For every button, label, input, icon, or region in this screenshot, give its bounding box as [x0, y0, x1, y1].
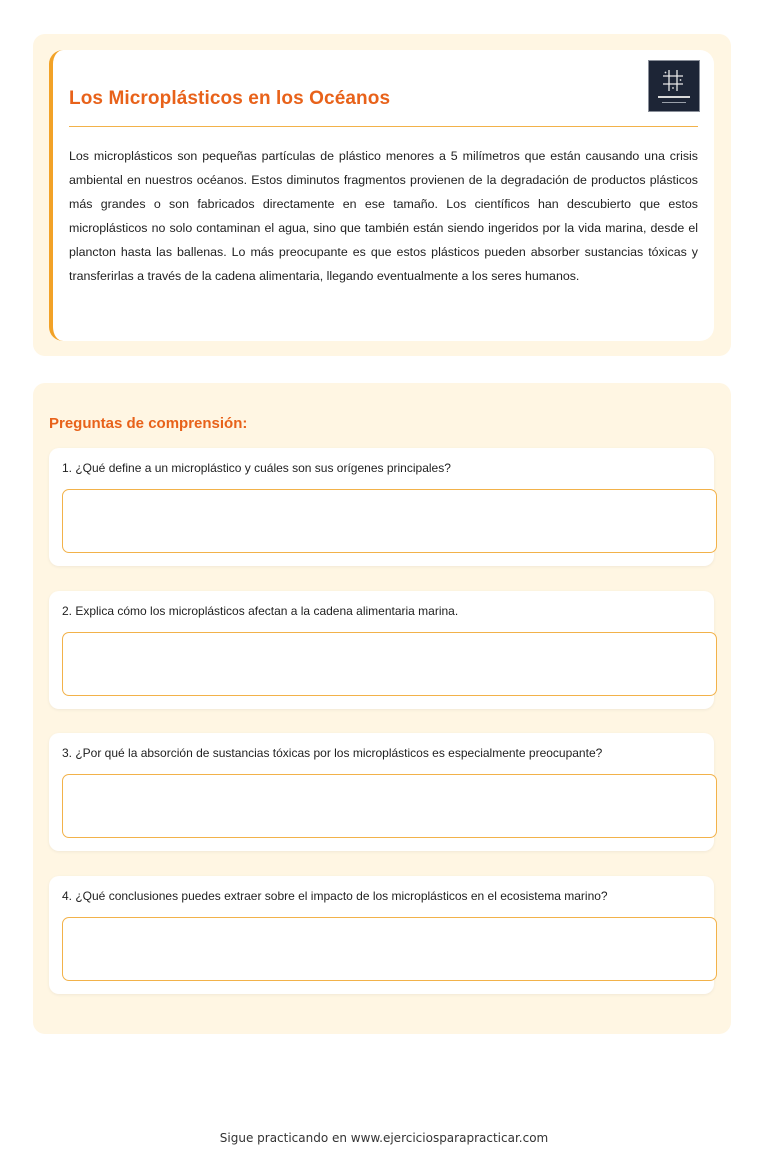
reading-panel [33, 34, 731, 356]
answer-field-4[interactable] [62, 917, 717, 981]
question-card-1 [49, 448, 714, 566]
question-card-2 [49, 591, 714, 709]
question-card-3 [49, 733, 714, 851]
question-card-4 [49, 876, 714, 994]
question-label-1: 1. ¿Qué define a un microplástico y cuáles son sus orígenes principales? [62, 461, 451, 475]
question-label-3: 3. ¿Por qué la absorción de sustancias tóxicas por los microplásticos es especialmente preocupante? [62, 746, 603, 760]
title-divider [69, 126, 698, 127]
reading-text: Los microplásticos son pequeñas partículas de plástico menores a 5 milímetros que están causando una crisis ambiental en nuestros océanos. Estos diminutos fragmentos provienen de la degradación de productos plásticos más grandes o son fabricados directamente en ese tamaño. Los científicos han descubierto que estos microplásticos no solo contaminan el agua, sino que también están siendo ingeridos por la vida marina, desde el plancton hasta las ballenas. Lo más preocupante es que estos plásticos pueden absorber sustancias tóxicas y transferirlas a través de la cadena alimentaria, llegando eventualmente a los seres humanos. [69, 149, 698, 283]
question-label-2: 2. Explica cómo los microplásticos afectan a la cadena alimentaria marina. [62, 604, 459, 618]
page-title: Los Microplásticos en los Océanos [69, 88, 391, 109]
answer-field-2[interactable] [62, 632, 717, 696]
questions-heading: Preguntas de comprensión: [49, 415, 248, 432]
questions-panel [33, 383, 731, 1034]
answer-field-1[interactable] [62, 489, 717, 553]
hash-grid-logo-icon [648, 60, 700, 112]
reading-card [49, 50, 714, 341]
answer-field-3[interactable] [62, 774, 717, 838]
question-label-4: 4. ¿Qué conclusiones puedes extraer sobre el impacto de los microplásticos en el ecosistema marino? [62, 889, 608, 903]
footer-text: Sigue practicando en www.ejerciciosparapracticar.com [219, 1131, 549, 1145]
